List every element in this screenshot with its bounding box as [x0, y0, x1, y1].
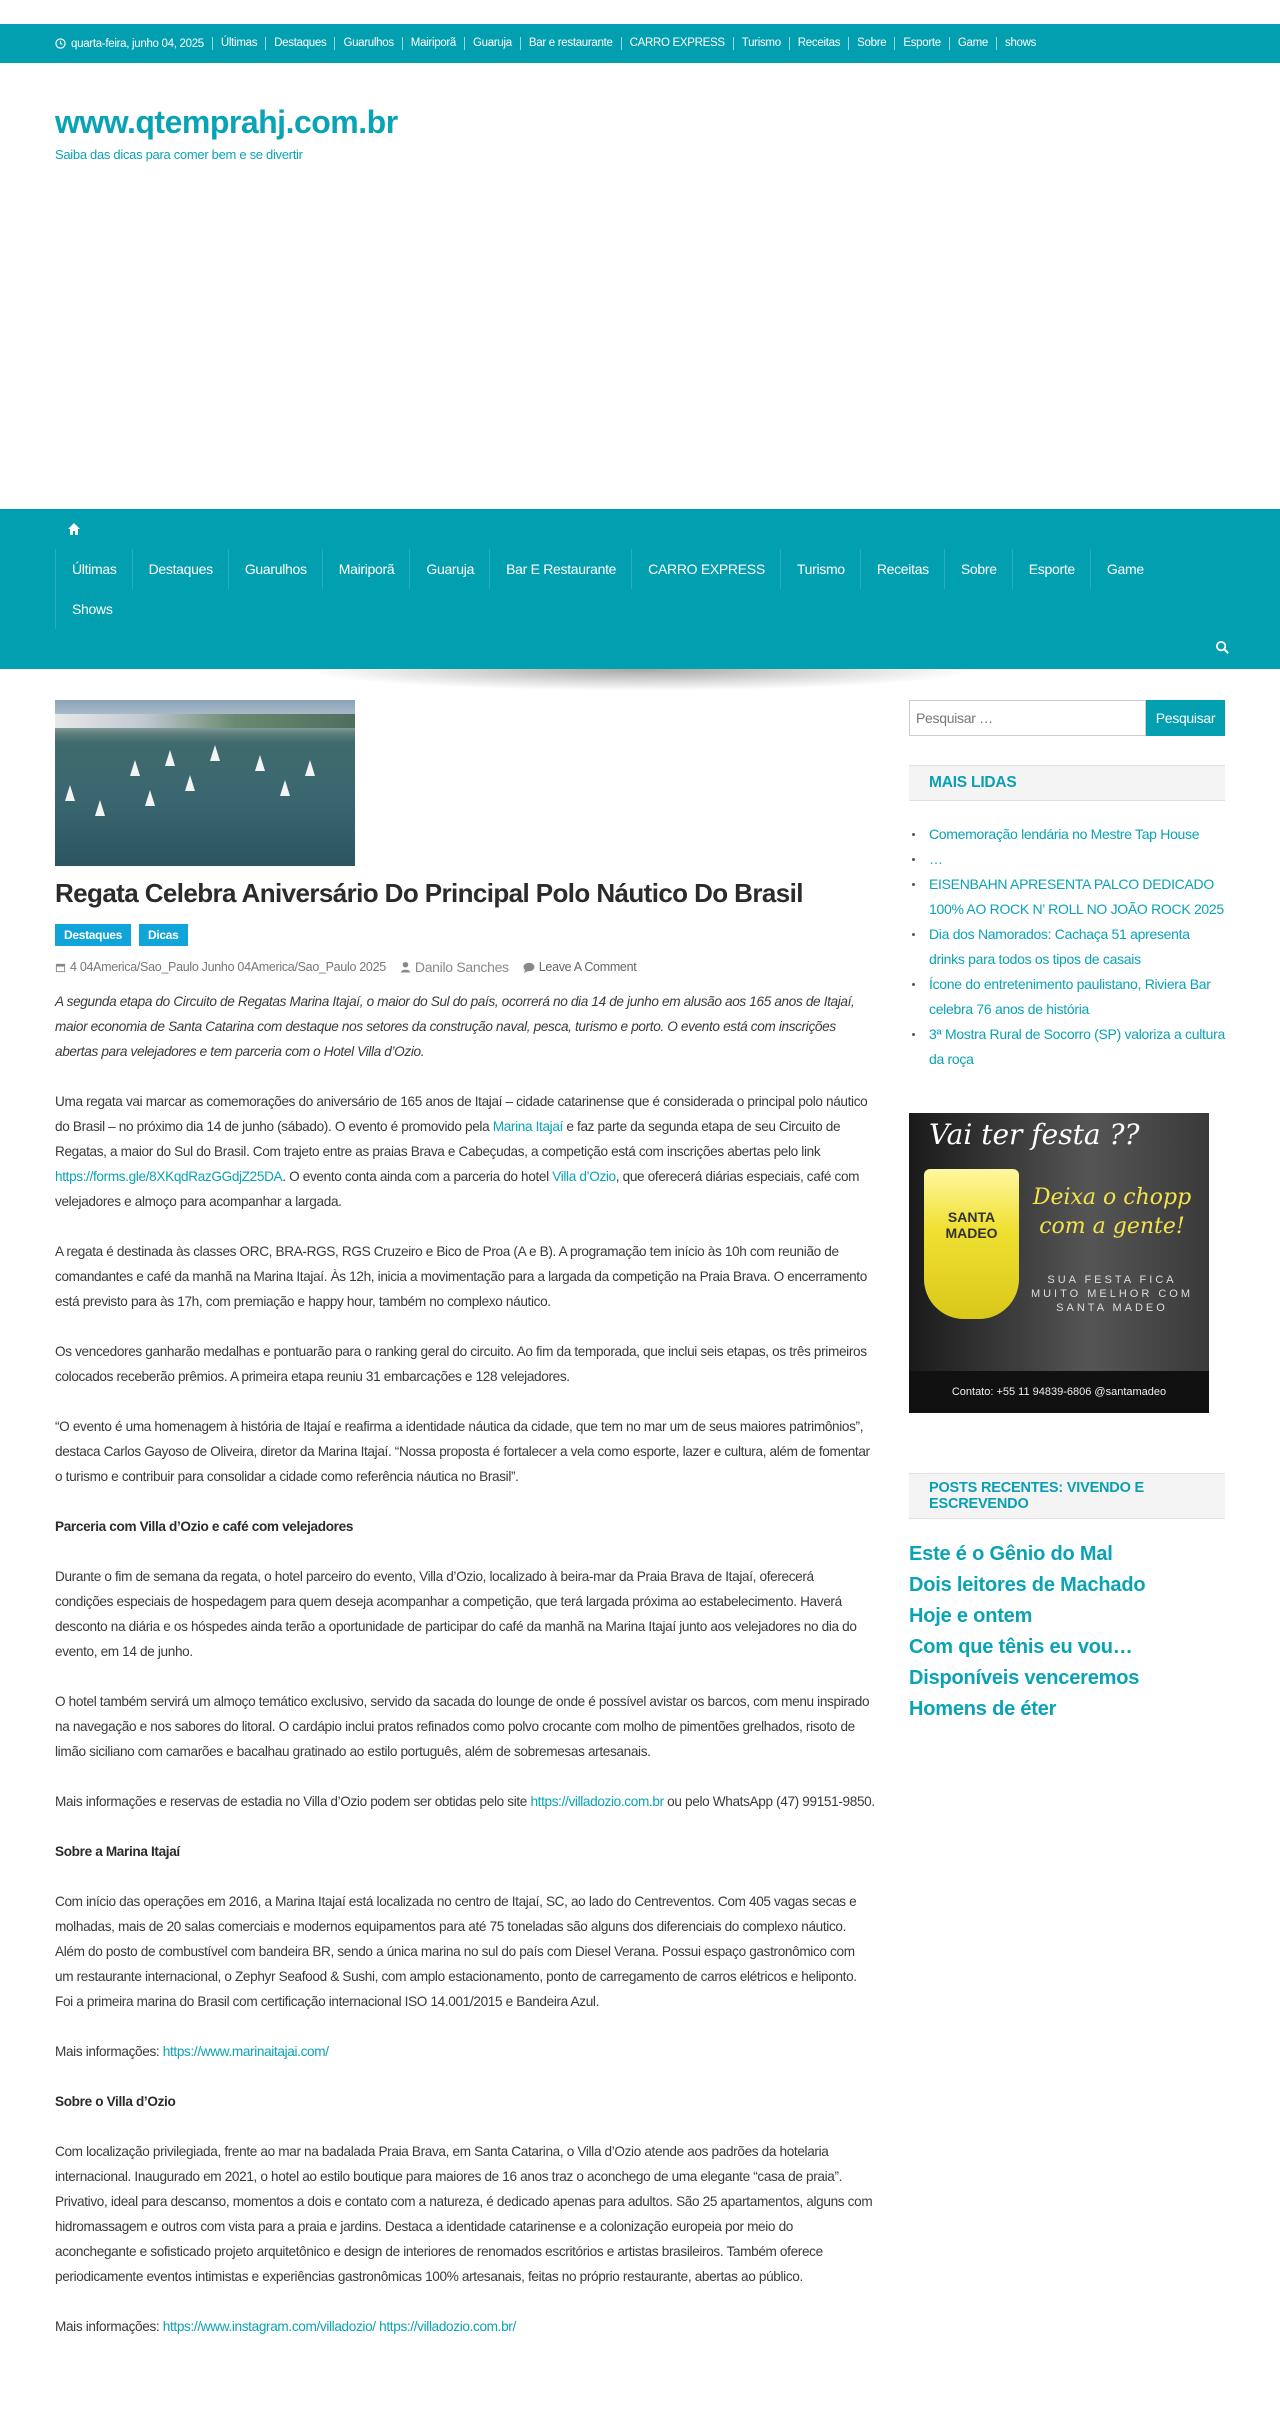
- post-title: Regata Celebra Aniversário Do Principal Polo Náutico Do Brasil: [55, 878, 803, 908]
- text-segment: Os vencedores ganharão medalhas e pontuarão para o ranking geral do circuito. Ao fim da temporada, que inclui seis etapas, os três primeiros colocados receberão prêmios. A primeira etapa reuniu 31 embarcações e 128 velejadores.: [55, 1344, 867, 1384]
- comment-icon: [523, 962, 535, 973]
- paragraph: [55, 1789, 875, 1814]
- list-item: [909, 922, 1225, 972]
- recent-post-link[interactable]: Hoje e ontem: [909, 1605, 1033, 1627]
- mais-lidas-link[interactable]: EISENBAHN APRESENTA PALCO DEDICADO 100% AO ROCK N’ ROLL NO JOÃO ROCK 2025: [929, 876, 1224, 917]
- post-author[interactable]: Danilo Sanches: [414, 959, 509, 975]
- section-heading: [55, 1514, 875, 1539]
- featured-image[interactable]: [55, 700, 355, 866]
- nav-item[interactable]: Receitas: [860, 549, 944, 589]
- paragraph: [55, 1414, 875, 1489]
- beer-glass-logo: SANTA MADEO: [924, 1169, 1019, 1319]
- paragraph: [55, 989, 875, 1064]
- text-segment: Uma regata vai marcar as comemorações do aniversário de 165 anos de Itajaí – cidade catarinense que é considerada o principal polo náutico do Brasil – no próximo dia 14 de junho (sábado). O evento é promovido pela: [55, 1094, 868, 1134]
- sidebar: [909, 700, 1225, 1725]
- article: [55, 700, 875, 2364]
- ad-contact: Contato: +55 11 94839-6806 @santamadeo: [909, 1371, 1209, 1413]
- nav-item[interactable]: Turismo: [780, 549, 860, 589]
- search-icon[interactable]: [1215, 640, 1230, 655]
- recent-post-link[interactable]: Com que tênis eu vou…: [909, 1636, 1133, 1658]
- list-item: [909, 872, 1225, 922]
- category-badge-destaques[interactable]: Destaques: [55, 924, 131, 946]
- list-item: [909, 847, 1225, 872]
- list-item: [909, 972, 1225, 1022]
- top-link[interactable]: Últimas: [212, 37, 265, 50]
- paragraph: [55, 1339, 875, 1389]
- nav-item[interactable]: Bar E Restaurante: [489, 549, 631, 589]
- category-badge-dicas[interactable]: Dicas: [139, 924, 188, 946]
- site-title[interactable]: www.qtemprahj.com.br: [55, 104, 398, 140]
- text-segment: e faz parte da segunda etapa de seu Circuito de Regatas, a maior do Sul do Brasil. Com trajeto entre as praias Brava e Cabeçudas, a competição está com inscrições abertas pelo link: [55, 1119, 841, 1159]
- top-link[interactable]: Guaruja: [464, 37, 520, 50]
- text-segment: ou pelo WhatsApp (47) 99151-9850.: [663, 1794, 875, 1809]
- mais-lidas-link[interactable]: …: [929, 851, 943, 867]
- paragraph: [55, 1689, 875, 1764]
- text-segment: Mais informações e reservas de estadia no Villa d’Ozio podem ser obtidas pelo site: [55, 1794, 531, 1809]
- paragraph: [55, 1564, 875, 1664]
- nav-item[interactable]: CARRO EXPRESS: [631, 549, 780, 589]
- nav-item[interactable]: Destaques: [132, 549, 228, 589]
- text-segment: A regata é destinada às classes ORC, BRA-RGS, RGS Cruzeiro e Bico de Proa (A e B). A programação tem início às 10h com reunião de comandantes e café da manhã na Marina Itajaí. Às 12h, inicia a movimentação para a largada da competição na Praia Brava. O encerramento está previsto para às 17h, com premiação e happy hour, também no complexo náutico.: [55, 1244, 867, 1309]
- search-button[interactable]: Pesquisar: [1146, 700, 1225, 736]
- paragraph: [55, 2139, 875, 2289]
- nav-item[interactable]: Esporte: [1012, 549, 1090, 589]
- ad-subtext: SUA FESTA FICA MUITO MELHOR COM SANTA MADEO: [1030, 1274, 1194, 1314]
- paragraph: [55, 2314, 875, 2339]
- widget-title-recent-posts: POSTS RECENTES: VIVENDO E ESCREVENDO: [909, 1473, 1225, 1519]
- text-segment: Mais informações:: [55, 2319, 163, 2334]
- home-icon[interactable]: [66, 521, 82, 537]
- top-link[interactable]: Game: [949, 37, 996, 50]
- text-segment: O hotel também servirá um almoço temático exclusivo, servido da sacada do lounge de onde é possível avistar os barcos, com menu inspirado na navegação e nos sabores do litoral. O cardápio inclui pratos refinados como polvo crocante com molho de pimentões grelhados, risoto de limão siciliano com camarões e bacalhau gratinado ao estilo português, além de sobremesas artesanais.: [55, 1694, 870, 1759]
- inline-link[interactable]: https://forms.gle/8XKqdRazGGdjZ25DA: [55, 1169, 283, 1184]
- list-item: [909, 822, 1225, 847]
- mais-lidas-link[interactable]: Dia dos Namorados: Cachaça 51 apresenta drinks para todos os tipos de casais: [929, 926, 1190, 967]
- mais-lidas-link[interactable]: Ícone do entretenimento paulistano, Riviera Bar celebra 76 anos de história: [929, 976, 1211, 1017]
- santa-madeo-ad-banner[interactable]: [909, 1113, 1209, 1413]
- mais-lidas-list: [909, 822, 1225, 1072]
- clock-icon: [55, 38, 66, 49]
- user-icon: [400, 961, 411, 973]
- top-link[interactable]: Mairiporã: [402, 37, 464, 50]
- top-link[interactable]: Sobre: [848, 37, 894, 50]
- inline-link[interactable]: Villa d’Ozio: [552, 1169, 616, 1184]
- main-navigation: [0, 509, 1280, 669]
- text-segment: “O evento é uma homenagem à história de Itajaí e reafirma a identidade náutica da cidade, que tem no mar um de seus maiores patrimônios”, destaca Carlos Gayoso de Oliveira, diretor da Marina Itajaí. “Nossa proposta é fortalecer a vela como esporte, lazer e cultura, além de fomentar o turismo e contribuir para consolidar a cidade como referência náutica no Brasil”.: [55, 1419, 870, 1484]
- section-heading: [55, 2089, 875, 2114]
- post-date[interactable]: 4 04America/Sao_Paulo Junho 04America/Sao_Paulo 2025: [70, 960, 386, 974]
- recent-post-link[interactable]: Disponíveis venceremos: [909, 1667, 1140, 1689]
- top-bar: [0, 24, 1280, 63]
- paragraph: [55, 1089, 875, 1214]
- inline-link[interactable]: https://villadozio.com.br/: [379, 2319, 516, 2334]
- inline-link[interactable]: Marina Itajaí: [492, 1119, 563, 1134]
- nav-item[interactable]: Mairiporã: [322, 549, 410, 589]
- text-segment: A segunda etapa do Circuito de Regatas Marina Itajaí, o maior do Sul do país, ocorrerá no dia 14 de junho em alusão aos 165 anos de Itajaí, maior economia de Santa Catarina com destaque nos setores da construção naval, pesca, turismo e porto. O evento está com inscrições abertas para velejadores e tem parceria com o Hotel Villa d’Ozio.: [55, 994, 855, 1059]
- top-link[interactable]: Destaques: [265, 37, 334, 50]
- mais-lidas-link[interactable]: Comemoração lendária no Mestre Tap House: [929, 826, 1200, 842]
- list-item: [909, 1022, 1225, 1072]
- post-content: [55, 989, 875, 2339]
- recent-posts-list: [909, 1539, 1225, 1725]
- nav-shadow: [300, 669, 980, 691]
- text-segment: , que oferecerá diárias especiais, café com velejadores e almoço para acompanhar a largada.: [55, 1169, 860, 1209]
- date-display: quarta-feira, junho 04, 2025: [55, 38, 212, 50]
- text-segment: . O evento conta ainda com a parceria do hotel: [282, 1169, 553, 1184]
- nav-item[interactable]: Últimas: [55, 549, 132, 589]
- nav-item[interactable]: Guaruja: [409, 549, 489, 589]
- mais-lidas-link[interactable]: 3ª Mostra Rural de Socorro (SP) valoriza a cultura da roça: [929, 1026, 1225, 1067]
- top-link[interactable]: Turismo: [733, 37, 789, 50]
- text-segment: Com início das operações em 2016, a Marina Itajaí está localizada no centro de Itajaí, SC, ao lado do Centreventos. Com 405 vagas secas e molhadas, mais de 20 salas comerciais e modernos equipamentos para até 75 toneladas são alguns dos diferenciais do complexo náutico. Além do posto de combustível com bandeira BR, sendo a única marina no sul do país com Diesel Verana. Possui espaço gastronômico com um restaurante internacional, o Zephyr Seafood & Sushi, com amplo estacionamento, ponto de carregamento de carros elétricos e heliponto. Foi a primeira marina do Brasil com certificação internacional ISO 14.001/2015 e Bandeira Azul.: [55, 1894, 857, 2009]
- top-link[interactable]: Receitas: [789, 37, 848, 50]
- ad-headline: Vai ter festa ??: [929, 1118, 1140, 1151]
- recent-post-link[interactable]: Este é o Gênio do Mal: [909, 1543, 1113, 1565]
- section-heading: [55, 1839, 875, 1864]
- text-segment: Sobre a Marina Itajaí: [55, 1844, 180, 1859]
- post-meta: [55, 959, 875, 975]
- ad-slogan: Deixa o chopp com a gente!: [1032, 1185, 1192, 1239]
- search-form: [909, 700, 1225, 736]
- nav-item[interactable]: Sobre: [944, 549, 1012, 589]
- recent-post-link[interactable]: Dois leitores de Machado: [909, 1574, 1146, 1596]
- text-segment: Mais informações:: [55, 2044, 163, 2059]
- paragraph: [55, 2039, 875, 2064]
- text-segment: Parceria com Villa d’Ozio e café com velejadores: [55, 1519, 354, 1534]
- widget-title-mais-lidas: MAIS LIDAS: [909, 765, 1225, 801]
- paragraph: [55, 1889, 875, 2014]
- text-segment: Durante o fim de semana da regata, o hotel parceiro do evento, Villa d’Ozio, localizado à beira-mar da Praia Brava de Itajaí, oferecerá condições especiais de hospedagem para quem deseja acompanhar a competição, que terá largada próxima ao estabelecimento. Haverá desconto na diária e os hóspedes ainda terão a oportunidade de participar do café da manhã na Marina Itajaí junto aos velejadores no dia do evento, em 14 de junho.: [55, 1569, 857, 1659]
- calendar-icon: [55, 962, 66, 973]
- site-tagline: Saiba das dicas para comer bem e se divertir: [55, 147, 303, 162]
- search-input[interactable]: Pesquisar …: [909, 700, 1146, 736]
- nav-item[interactable]: Game: [1090, 549, 1159, 589]
- inline-link[interactable]: https://www.instagram.com/villadozio/: [162, 2319, 376, 2334]
- nav-item[interactable]: Shows: [55, 589, 128, 629]
- top-link[interactable]: shows: [996, 37, 1044, 50]
- inline-link[interactable]: https://villadozio.com.br: [530, 1794, 664, 1809]
- nav-item[interactable]: Guarulhos: [228, 549, 322, 589]
- site-branding: [55, 104, 398, 162]
- text-segment: Com localização privilegiada, frente ao mar na badalada Praia Brava, em Santa Catarina, o Villa d’Ozio atende aos padrões da hotelaria internacional. Inaugurado em 2021, o hotel ao estilo boutique para maiores de 16 anos traz o aconchego de uma elegante “casa de praia”. Privativo, ideal para descanso, momentos a dois e contato com a natureza, é dedicado apenas para adultos. São 25 apartamentos, alguns com hidromassagem e outros com vista para a praia e jardins. Destaca a identidade catarinense e a colonização europeia por meio do aconchegante e sofisticado projeto arquitetônico e design de interiores de renomados escritórios e artistas brasileiros. Também oferece periodicamente eventos intimistas e experiências gastronômicas 100% artesanais, feitas no próprio restaurante, abertas ao público.: [55, 2144, 873, 2284]
- top-link[interactable]: CARRO EXPRESS: [621, 37, 733, 50]
- top-link[interactable]: Guarulhos: [334, 37, 401, 50]
- leave-comment-link[interactable]: Leave A Comment: [538, 960, 637, 974]
- text-segment: Sobre o Villa d’Ozio: [55, 2094, 176, 2109]
- recent-post-link[interactable]: Homens de éter: [909, 1698, 1057, 1720]
- top-link[interactable]: Esporte: [894, 37, 949, 50]
- inline-link[interactable]: https://www.marinaitajai.com/: [162, 2044, 329, 2059]
- paragraph: [55, 1239, 875, 1314]
- top-link[interactable]: Bar e restaurante: [520, 37, 621, 50]
